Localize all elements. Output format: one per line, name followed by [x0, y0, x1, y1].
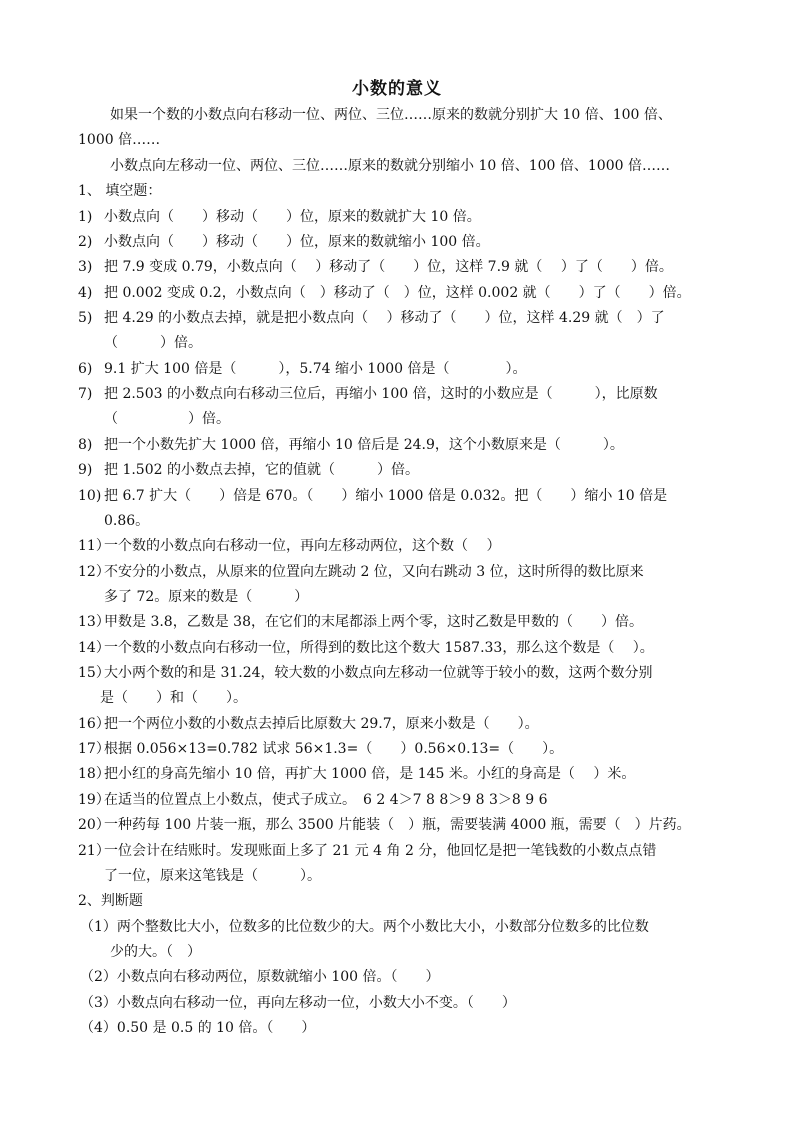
- question-13: [78, 613, 728, 631]
- judge-1: （1）两个整数比大小，位数多的比位数少的大。两个小数比大小，小数部分位数多的比位数: [80, 919, 649, 935]
- section-true-false-heading: 2、判断题: [78, 893, 143, 909]
- judge-3: （3）小数点向右移动一位，再向左移动一位，小数大小不变。（ ）: [80, 995, 516, 1011]
- question-text: 不安分的小数点，从原来的位置向左跳动 2 位，又向右跳动 3 位，这时所得的数比原来: [104, 564, 644, 580]
- question-10: [78, 487, 728, 505]
- question-number: 12）: [78, 564, 110, 580]
- question-number: 6): [78, 361, 93, 377]
- question-12: [78, 563, 728, 581]
- question-number: 18）: [78, 766, 110, 782]
- question-16: [78, 715, 728, 733]
- question-number: 5): [78, 310, 93, 326]
- question-18: [78, 765, 728, 783]
- question-2: [78, 233, 728, 251]
- question-20: [78, 816, 728, 834]
- question-number: 11）: [78, 538, 110, 554]
- question-6: [78, 360, 728, 378]
- question-text: 大小两个数的和是 31.24，较大数的小数点向左移动一位就等于较小的数，这两个数分别: [104, 665, 653, 681]
- question-number: 21）: [78, 843, 110, 859]
- question-15: [78, 664, 728, 682]
- question-text: 把 0.002 变成 0.2，小数点向（ ）移动了（ ）位，这样 0.002 就（ ）了（ ）倍。: [104, 285, 691, 301]
- question-number: 16）: [78, 716, 110, 732]
- question-text: 把 1.502 的小数点去掉，它的值就（ ）倍。: [104, 462, 419, 478]
- question-number: 19）: [78, 792, 110, 808]
- question-number: 13）: [78, 614, 110, 630]
- question-text: 把小红的身高先缩小 10 倍，再扩大 1000 倍，是 145 米。小红的身高是（ ）米。: [104, 766, 636, 782]
- question-number: 14）: [78, 640, 110, 656]
- question-number: 2): [78, 234, 93, 250]
- question-text: 小数点向（ ）移动（ ）位，原来的数就缩小 100 倍。: [104, 234, 490, 250]
- question-21: [78, 842, 728, 860]
- judge-1-cont: 少的大。（ ）: [110, 944, 201, 960]
- question-number: 7): [78, 386, 93, 402]
- question-text: 把 6.7 扩大（ ）倍是 670。（ ）缩小 1000 倍是 0.032。把（ ）缩小 10 倍是: [104, 488, 668, 504]
- question-text: 小数点向（ ）移动（ ）位，原来的数就扩大 10 倍。: [104, 209, 481, 225]
- question-7-cont: （ ）倍。: [104, 411, 230, 427]
- question-number: 8): [78, 437, 93, 453]
- question-text: 在适当的位置点上小数点，使式子成立。 6 2 4＞7 8 8＞9 8 3＞8 9 6: [104, 792, 548, 808]
- section-fill-in-heading: 1、 填空题：: [78, 183, 162, 199]
- question-number: 1): [78, 209, 93, 225]
- question-17: [78, 740, 728, 758]
- intro-line-1: 如果一个数的小数点向右移动一位、两位、三位……原来的数就分别扩大 10 倍、100 倍、: [110, 107, 672, 123]
- question-text: 把 7.9 变成 0.79，小数点向（ ）移动了（ ）位，这样 7.9 就（ ）了（ ）倍。: [104, 259, 673, 275]
- question-9: [78, 461, 728, 479]
- question-number: 4): [78, 285, 93, 301]
- question-text: 9.1 扩大 100 倍是（ ），5.74 缩小 1000 倍是（ ）。: [104, 361, 527, 377]
- judge-4: （4）0.50 是 0.5 的 10 倍。（ ）: [80, 1020, 316, 1036]
- question-number: 17）: [78, 741, 110, 757]
- question-text: 一个数的小数点向右移动一位，再向左移动两位，这个数（ ）: [104, 538, 501, 554]
- question-number: 3): [78, 259, 93, 275]
- intro-line-2: 小数点向左移动一位、两位、三位……原来的数就分别缩小 10 倍、100 倍、1000 倍……: [110, 158, 670, 174]
- question-19: [78, 791, 728, 809]
- question-text: 一个数的小数点向右移动一位，所得到的数比这个数大 1587.33，那么这个数是（ ）。: [104, 640, 654, 656]
- question-number: 10): [78, 488, 102, 504]
- question-5: [78, 309, 728, 327]
- question-number: 15）: [78, 665, 110, 681]
- question-text: 把 2.503 的小数点向右移动三位后，再缩小 100 倍，这时的小数应是（ ），比原数: [104, 386, 658, 402]
- question-12-cont: 多了 72。原来的数是（ ）: [104, 589, 309, 605]
- question-text: 把一个两位小数的小数点去掉后比原数大 29.7，原来小数是（ ）。: [104, 716, 539, 732]
- question-4: [78, 284, 728, 302]
- judge-2: （2）小数点向右移动两位，原数就缩小 100 倍。（ ）: [80, 969, 440, 985]
- question-text: 甲数是 3.8，乙数是 38，在它们的末尾都添上两个零，这时乙数是甲数的（ ）倍。: [104, 614, 643, 630]
- question-11: [78, 537, 728, 555]
- question-text: 把 4.29 的小数点去掉，就是把小数点向（ ）移动了（ ）位，这样 4.29 就（ ）了: [104, 310, 665, 326]
- question-text: 一位会计在结账时。发现账面上多了 21 元 4 角 2 分，他回忆是把一笔钱数的小数点点错: [104, 843, 657, 859]
- question-number: 9): [78, 462, 93, 478]
- question-21-cont: 了一位，原来这笔钱是（ ）。: [104, 868, 321, 884]
- intro-line-1-cont: 1000 倍……: [78, 132, 161, 148]
- question-15-cont: 是（ ）和（ ）。: [100, 690, 247, 706]
- page-title: 小数的意义: [352, 79, 442, 99]
- question-5-cont: （ ）倍。: [104, 335, 202, 351]
- question-7: [78, 385, 728, 403]
- question-text: 把一个小数先扩大 1000 倍，再缩小 10 倍后是 24.9，这个小数原来是（ ）。: [104, 437, 624, 453]
- question-10-cont: 0.86。: [104, 513, 150, 529]
- question-text: 根据 0.056×13=0.782 试求 56×1.3=（ ）0.56×0.13=（ ）。: [104, 741, 564, 757]
- question-number: 20）: [78, 817, 110, 833]
- question-text: 一种药每 100 片装一瓶，那么 3500 片能装（ ）瓶，需要装满 4000 瓶，需要（ ）片药。: [104, 817, 691, 833]
- question-1: [78, 208, 728, 226]
- question-14: [78, 639, 728, 657]
- question-8: [78, 436, 728, 454]
- question-3: [78, 258, 728, 276]
